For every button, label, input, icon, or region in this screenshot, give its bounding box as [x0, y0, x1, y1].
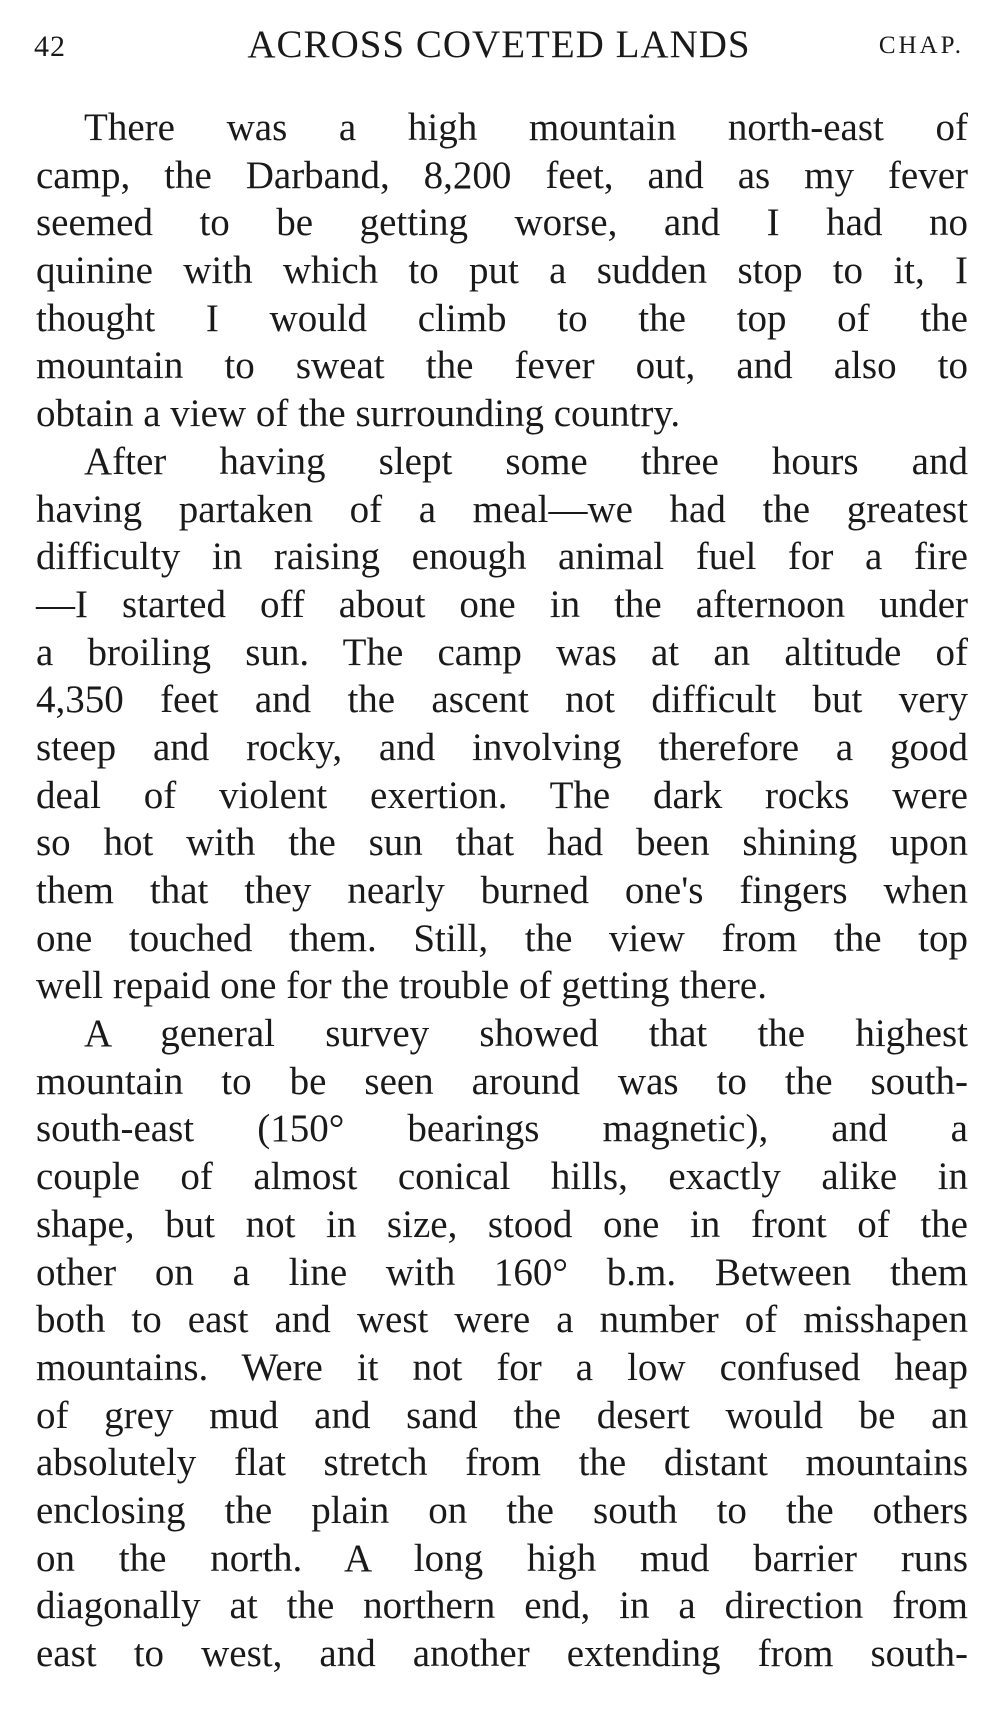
text-line: other on a line with 160° b.m. Between them — [36, 1250, 968, 1294]
chapter-label: CHAP. — [878, 32, 964, 59]
text-line: A general survey showed that the highest — [84, 1012, 968, 1056]
body-text — [36, 104, 968, 1678]
text-line: them that they nearly burned one's fingers when — [36, 869, 968, 912]
text-line: of grey mud and sand the desert would be an — [36, 1393, 968, 1437]
page-number: 42 — [34, 30, 66, 63]
text-line: both to east and west were a number of misshapen — [36, 1298, 968, 1342]
text-line: —I started off about one in the afternoon under — [36, 582, 968, 626]
text-line: having partaken of a meal—we had the greatest — [36, 487, 968, 531]
text-line: one touched them. Still, the view from the top — [36, 916, 968, 960]
text-line: difficulty in raising enough animal fuel for a fire — [36, 535, 968, 579]
text-line: mountains. Were it not for a low confused heap — [36, 1345, 968, 1389]
text-line: couple of almost conical hills, exactly alike in — [36, 1155, 968, 1199]
text-line: seemed to be getting worse, and I had no — [36, 201, 968, 245]
text-line: diagonally at the northern end, in a direction from — [36, 1584, 968, 1628]
text-line: so hot with the sun that had been shining upon — [36, 821, 968, 865]
text-line: 4,350 feet and the ascent not difficult but very — [36, 678, 968, 722]
text-line: steep and rocky, and involving therefore a good — [36, 725, 968, 769]
text-line: mountain to be seen around was to the south- — [36, 1059, 968, 1103]
text-line: deal of violent exertion. The dark rocks were — [36, 773, 968, 817]
text-line: obtain a view of the surrounding country. — [36, 392, 681, 436]
text-line: shape, but not in size, stood one in front of the — [36, 1202, 968, 1246]
book-title: ACROSS COVETED LANDS — [247, 23, 751, 66]
text-line: quinine with which to put a sudden stop to it, I — [36, 249, 968, 293]
text-line: on the north. A long high mud barrier runs — [36, 1536, 968, 1580]
text-line: camp, the Darband, 8,200 feet, and as my fever — [36, 153, 968, 197]
text-line: mountain to sweat the fever out, and also to — [36, 344, 968, 388]
text-line: absolutely flat stretch from the distant mountains — [36, 1441, 968, 1485]
text-line: well repaid one for the trouble of getting there. — [36, 964, 767, 1008]
text-line: enclosing the plain on the south to the others — [36, 1488, 968, 1532]
text-line: south-east (150° bearings magnetic), and a — [36, 1107, 968, 1151]
text-line: thought I would climb to the top of the — [36, 296, 968, 340]
running-head — [34, 18, 964, 74]
text-line: After having slept some three hours and — [84, 439, 968, 483]
text-line: There was a high mountain north-east of — [84, 106, 968, 149]
text-line: a broiling sun. The camp was at an altitude of — [36, 630, 968, 674]
text-line: east to west, and another extending from south- — [36, 1632, 968, 1675]
